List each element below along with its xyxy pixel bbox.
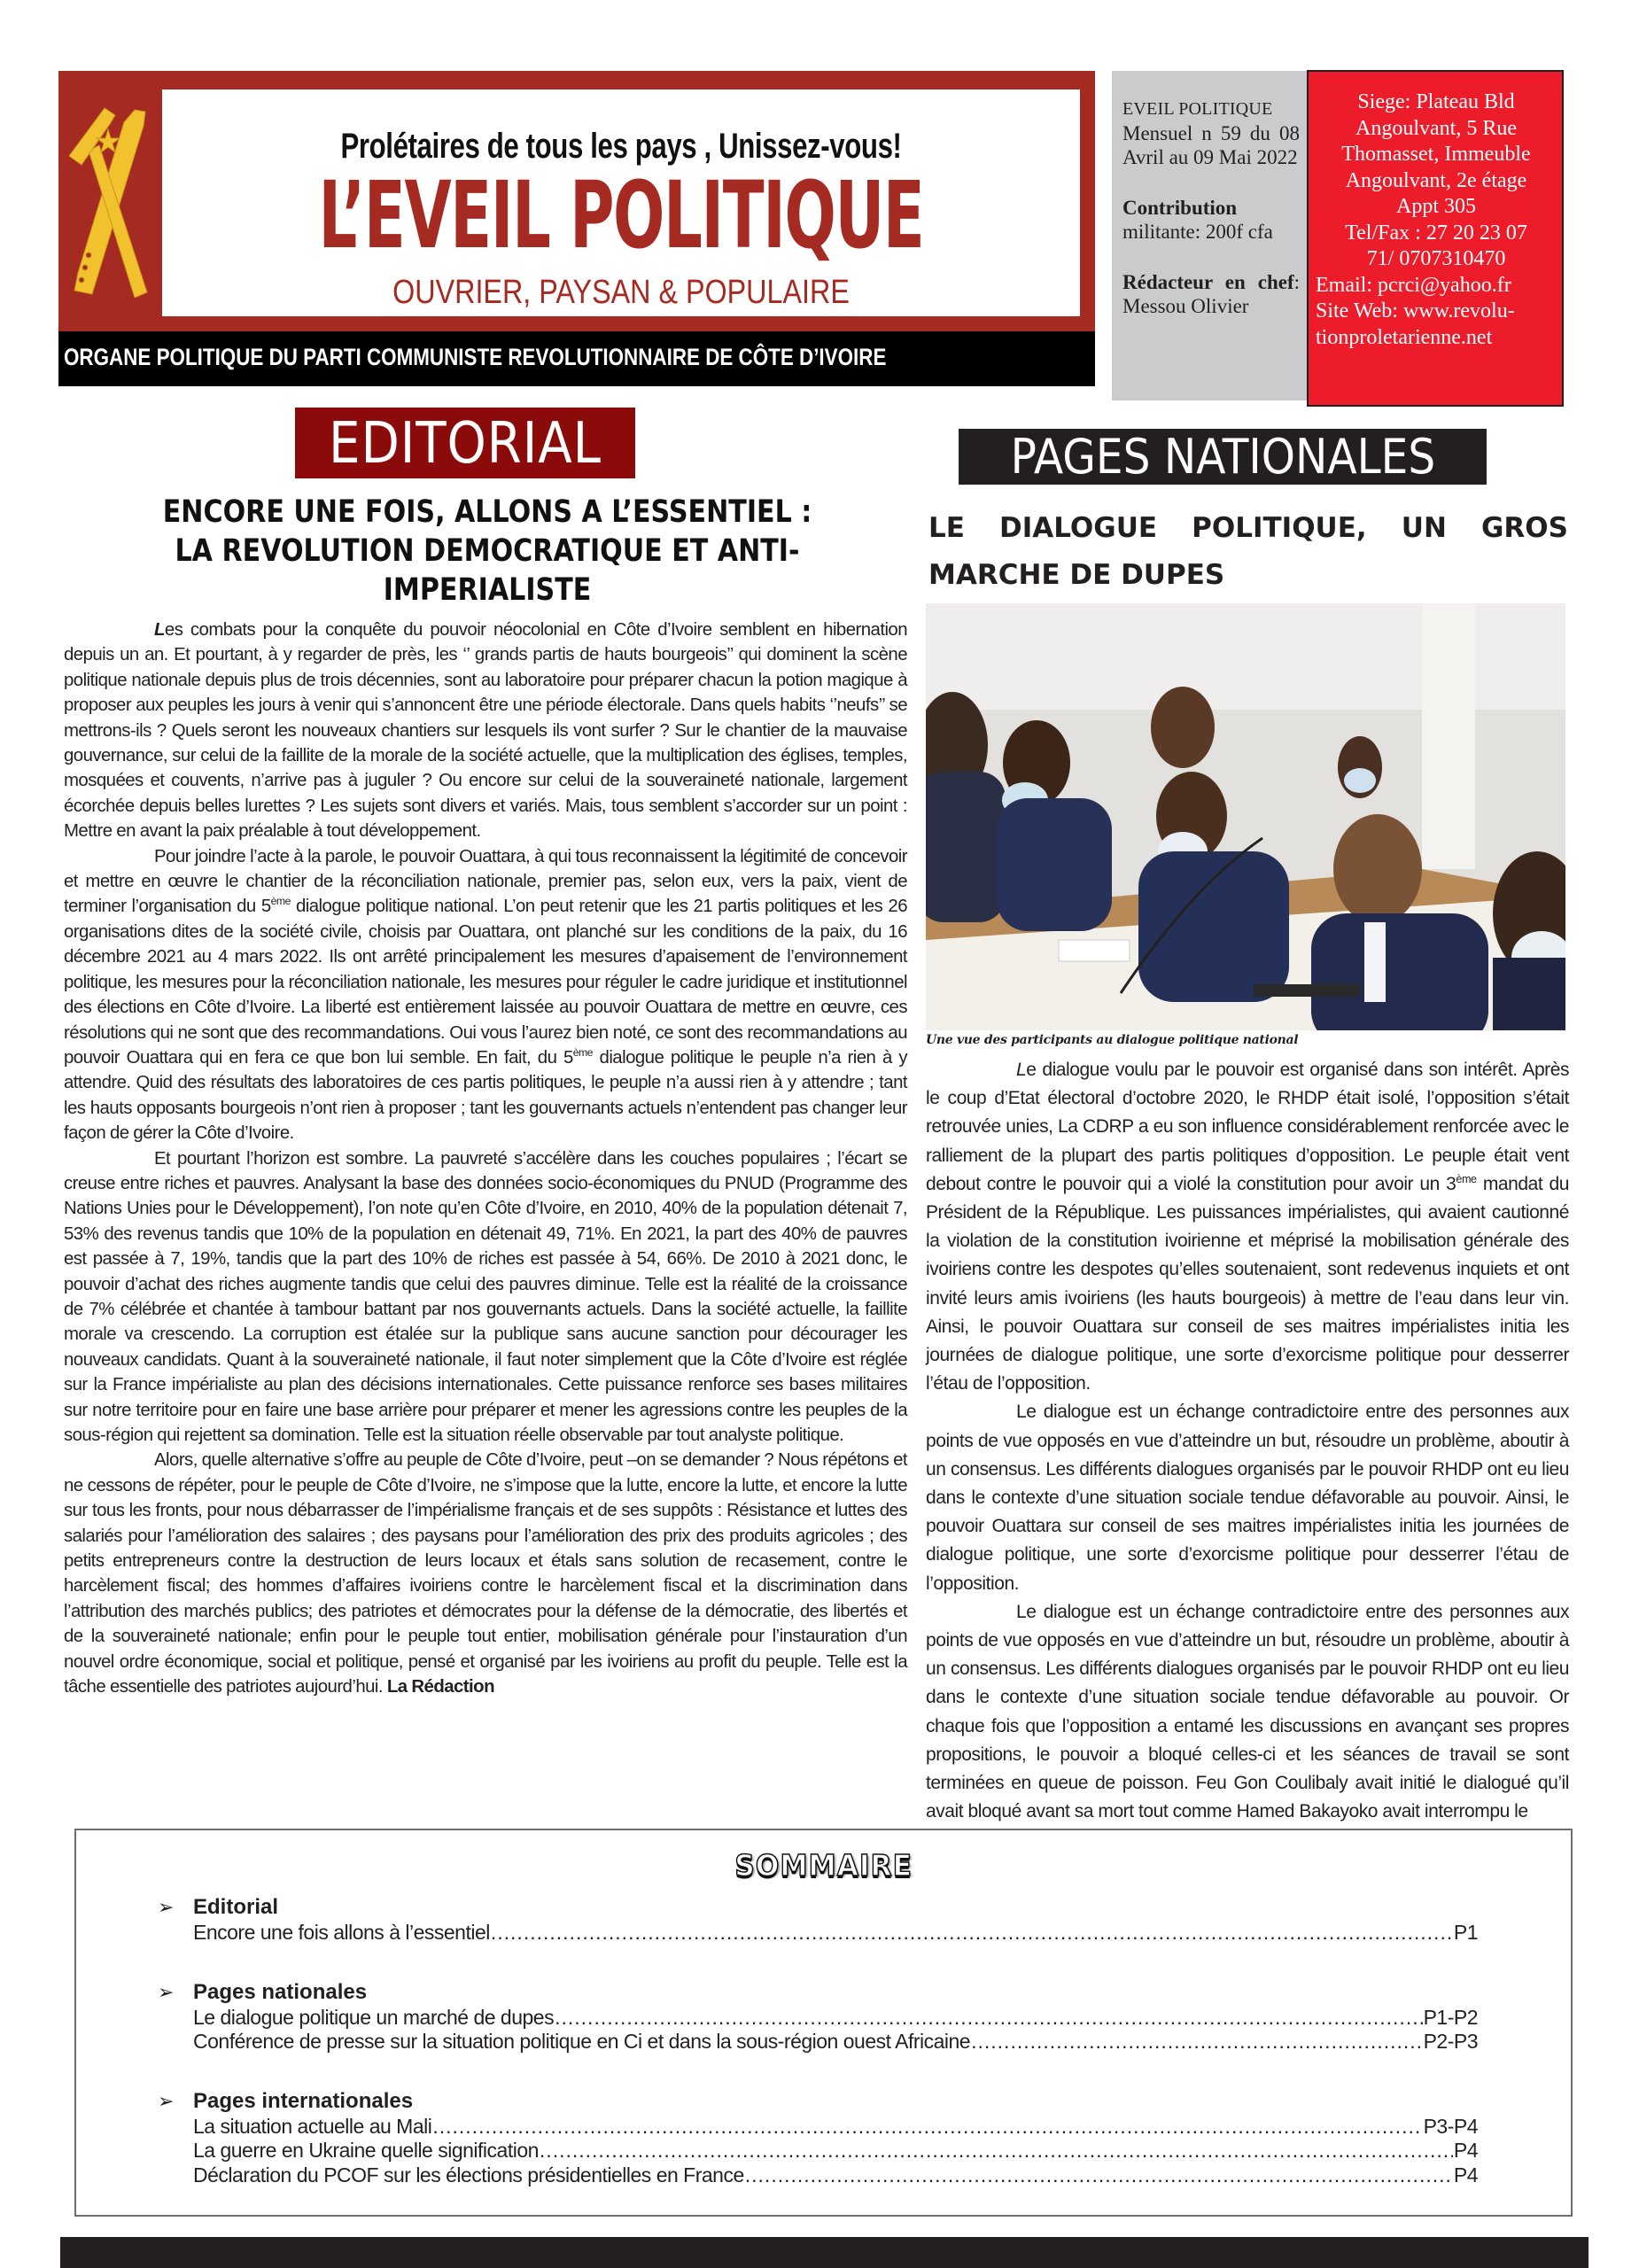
editorial-headline	[97, 493, 877, 610]
national-banner-label: PAGES NATIONALES	[1010, 429, 1435, 485]
contact-line: Thomasset, Immeuble	[1341, 143, 1531, 166]
contact-website[interactable]: tionproletarienne.net	[1316, 325, 1493, 349]
toc-entry-page: P4	[1453, 2163, 1478, 2186]
photo-caption: Une vue des participants au dialogue politique national	[926, 1033, 1299, 1047]
editor-label: Rédacteur en chef	[1122, 271, 1294, 293]
national-paragraph	[926, 1056, 1569, 1398]
dot-leader	[540, 2139, 1453, 2163]
headline-word: POLITIQUE,	[1192, 512, 1367, 544]
toc-section-heading	[158, 1979, 1478, 2006]
dot-leader	[555, 2006, 1422, 2031]
signature: La Rédaction	[386, 1677, 494, 1697]
paragraph-text: e dialogue voulu par le pouvoir est organisé dans son intérêt. Après le coup d’Etat électoral d’octobre 2020, le RHDP était isolé, l’opposition s’était retrouvée unies, La CDRP a eu son influence considérablement renforcée avec le ralliement de la plupart des partis politiques d’opposition. Le peuple était vent debout contre le pouvoir qui a violé la constitution pour avoir un 3	[926, 1060, 1569, 1194]
dialogue-participants-photo	[926, 603, 1565, 1030]
paragraph-text: dialogue politique national. L’on peut retenir que les 21 partis politiques et les 26 organisations dites de la société civile, choisis par Ouattara, ont planché sur les conditions de la paix, du 16 décembre 2021 au 4 mars 2022. Ils ont arrêté principalement les mesures d’apaisement de l’environnement politique, les mesures pour la réconciliation nationale, les mesures pour réguler le cadre juridique et institutionnel des élections en Côte d’Ivoire. La liberté est entièrement laissée au pouvoir Ouattara de mettre en œuvre, ces résolutions qui ne sont que des recommandations. Oui vous l’aurez bien noté, ce sont des recommandations au pouvoir Ouattara qui en fera ce que bon lui semble. En fait, du 5	[64, 897, 907, 1068]
organ-bar	[58, 331, 1095, 386]
paragraph-text: es combats pour la conquête du pouvoir néocolonial en Côte d’Ivoire semblent en hibernation depuis un an. Et pourtant, à y regarder de près, les ‘’ grands partis de hauts bourgeois’’ qui dominent la scène politique nationale depuis plus de trois décennies, sont au laboratoire pour préparer chacun la potion magique à proposer aux peuples les jours à venir qui s’annoncent être une période électorale. Dans quels habits ‘’neufs’’ se mettrons-ils ? Quels seront les nouveaux chantiers sur lesquels ils vont surfer ? Sur le chantier de la mauvaise gouvernance, sur celui de la faillite de la morale de la société actuelle, que la multiplication des églises, temples, mosquées et couvents, n’arrive pas à juguler ? Ou encore sur celui de la souveraineté nationale, largement écorchée depuis belles lurettes ? Les sujets sont divers et variés. Mais, tous semblent s’accorder sur un point : Mettre en avant la paix préalable à tout développement.	[64, 620, 907, 842]
toc-entry-page: P2-P3	[1423, 2030, 1478, 2053]
toc-heading-label: Pages internationales	[193, 2088, 414, 2113]
superscript: ème	[572, 1046, 593, 1060]
masthead-banner	[58, 71, 1095, 386]
contact-line: Siege: Plateau Bld	[1357, 90, 1515, 113]
drop-letter: L	[154, 620, 165, 640]
headline-word: GROS	[1480, 512, 1568, 544]
toc-entry[interactable]	[193, 1921, 1478, 1946]
editor-name: Messou Olivier	[1122, 295, 1249, 317]
national-paragraph	[926, 1598, 1569, 1827]
contact-line: Angoulvant, 2e étage	[1345, 168, 1527, 192]
dot-leader	[432, 2115, 1422, 2140]
national-pages-banner	[959, 429, 1487, 485]
toc-section-heading	[158, 1894, 1478, 1921]
toc-entry-label: Conférence de presse sur la situation politique en Ci et dans la sous-région ouest Africaine	[193, 2030, 971, 2053]
toc-entry-page: P1	[1453, 1921, 1478, 1944]
superscript: ème	[1456, 1172, 1477, 1185]
toc-section-nationales	[158, 1979, 1478, 2054]
national-article-body	[926, 1056, 1569, 1826]
contact-website[interactable]: Site Web: www.revolu-	[1316, 299, 1515, 322]
slogan: Prolétaires de tous les pays , Unissez-vous!	[340, 127, 902, 166]
paragraph-text: Alors, quelle alternative s’offre au peuple de Côte d’Ivoire, peut –on se demander ? Nous répétons et ne cessons de répéter, pour le peuple de Côte d’Ivoire, ne s’impose que la lutte, encore la lutte, et encore la lutte sur tous les fronts, pour nous débarrasser de l’impérialisme français et de ses suppôts : Résistance et luttes des salariés pour l’amélioration des salaires ; des paysans pour l’amélioration des prix des produits agricoles ; des petits entrepreneurs contre la destruction de leurs locaux et étals sans solution de recasement, contre le harcèlement fiscal; des hommes d’affaires ivoiriens contre le harcèlement fiscal et la discrimination dans l’attribution des marchés publics; des patriotes et démocrates pour la défense de la démocratie, des libertés et de la souveraineté nationale; enfin pour le peuple tout entier, mobilisation générale pour l’instauration d’un nouvel ordre économique, social et politique, pensé et organisé par les ivoiriens au profit du peuple. Telle est la tâche essentielle des patriotes aujourd’hui.	[64, 1450, 907, 1697]
toc-entry[interactable]	[193, 2139, 1478, 2163]
toc-list	[158, 1894, 1478, 2221]
issue-dates: Mensuel n 59 du 08 Avril au 09 Mai 2022	[1122, 122, 1300, 168]
info-title: EVEIL POLITIQUE	[1122, 99, 1273, 119]
toc-entry-page: P1-P2	[1423, 2005, 1478, 2029]
arrowhead-bullet-icon: ➢	[158, 1980, 175, 2003]
contribution-label: Contribution	[1122, 197, 1238, 219]
contact-line: Angoulvant, 5 Rue	[1355, 116, 1517, 140]
photo-illustration	[926, 603, 1565, 1030]
contact-email[interactable]: Email: pcrci@yahoo.fr	[1316, 273, 1511, 297]
editorial-paragraph	[64, 1146, 907, 1449]
dot-leader	[491, 1921, 1453, 1946]
headline-word: UN	[1401, 512, 1447, 544]
toc-entry-label: Encore une fois allons à l’essentiel	[193, 1921, 490, 1944]
superscript: ème	[270, 895, 291, 908]
editorial-paragraph	[64, 1448, 907, 1699]
organ-line: ORGANE POLITIQUE DU PARTI COMMUNISTE REVOLUTIONNAIRE DE CÔTE D’IVOIRE	[64, 344, 887, 370]
toc-entry-label: Le dialogue politique un marché de dupes	[193, 2005, 555, 2029]
contact-phone: Tel/Fax : 27 20 23 07	[1345, 221, 1527, 245]
contribution-value: militante: 200f cfa	[1122, 221, 1273, 243]
toc-title-text: SOMMAIRE	[734, 1848, 913, 1883]
toc-entry-label: Déclaration du PCOF sur les élections présidentielles en France	[193, 2163, 744, 2186]
toc-heading-label: Editorial	[193, 1895, 279, 1919]
hammer-machete-star-icon	[66, 90, 154, 312]
national-headline	[928, 505, 1568, 599]
paragraph-text: mandat du Président de la République. Les puissances impérialistes, qui avaient cautionné la violation de la constitution ivoirienne et méprisé la mobilisation générale des ivoiriens contre les despotes qu’elles soutenaient, sont redevenus inquiets et ont invité leurs amis ivoiriens (les hauts bourgeois) à mettre de l’eau dans leur vin. Ainsi, le pouvoir Ouattara sur conseil de ses maitres impérialistes initia les journées de dialogue politique, une sorte d’exorcisme politique pour desserrer l’étau de l’opposition.	[926, 1173, 1569, 1394]
toc-section-heading	[158, 2088, 1478, 2115]
headline-line-2: MARCHE DE DUPES	[928, 559, 1225, 591]
paragraph-text: Le dialogue est un échange contradictoire entre des personnes aux points de vue opposés en vue d’atteindre un but, résoudre un problème, aboutir à un consensus. Les différents dialogues organisés par le pouvoir RHDP ont eu lieu dans le contexte d’une situation sociale tendue défavorable au pouvoir. Ainsi, le pouvoir Ouattara sur conseil de ses maitres impérialistes initia les journées de dialogue politique, une sorte d’exorcisme politique pour desserrer l’étau de l’opposition.	[926, 1402, 1569, 1594]
arrowhead-bullet-icon: ➢	[158, 2089, 175, 2112]
paragraph-text: dialogue politique le peuple n’a rien à y attendre. Quid des résultats des laboratoires de ces partis politiques, le peuple n’a aussi rien à y attendre ; tant les hauts opposants bourgeois n’ont rien à proposer ; tant les gouvernants actuels n’entendent pas changer leur façon de gérer la Côte d’Ivoire.	[64, 1047, 907, 1144]
paragraph-text: Le dialogue est un échange contradictoire entre des personnes aux points de vue opposés en vue d’atteindre un but, résoudre un problème, aboutir à un consensus. Les différents dialogues organisés par le pouvoir RHDP ont eu lieu dans le contexte d’une situation sociale tendue défavorable au pouvoir. Or chaque fois que l’opposition a entamé les discussions en avançant ses propres propositions, le pouvoir a bloqué celles-ci et les séances de travail se sont terminées en queue de poisson. Feu Gon Coulibaly avait initié le dialogué qu’il avait bloqué avant sa mort tout comme Hamed Bakayoko avait interrompu le	[926, 1601, 1569, 1822]
headline-word: LE	[928, 512, 965, 544]
arrowhead-bullet-icon: ➢	[158, 1896, 175, 1918]
national-paragraph	[926, 1398, 1569, 1597]
editorial-paragraph	[64, 617, 907, 844]
editorial-banner-label: EDITORIAL	[329, 411, 602, 477]
headline-word: DIALOGUE	[999, 512, 1158, 544]
toc-section-internationales	[158, 2088, 1478, 2188]
contact-box	[1307, 70, 1564, 407]
masthead-title-panel	[162, 89, 1080, 316]
editorial-banner	[295, 408, 635, 478]
toc-heading-label: Pages nationales	[193, 1979, 368, 2004]
toc-entry-label: La situation actuelle au Mali	[193, 2114, 432, 2138]
editorial-body	[64, 617, 907, 1699]
newspaper-title: L’EVEIL POLITIQUE	[318, 161, 924, 269]
dot-leader	[971, 2030, 1422, 2054]
toc-entry[interactable]	[193, 2115, 1478, 2140]
toc-title	[76, 1848, 1571, 1883]
toc-entry[interactable]	[193, 2030, 1478, 2054]
editorial-paragraph	[64, 844, 907, 1146]
toc-entry[interactable]	[193, 2006, 1478, 2031]
paragraph-text: Et pourtant l’horizon est sombre. La pauvreté s’accélère dans les couches populaires ; l’écart se creuse entre riches et pauvres. Analysant la base des données socio-économiques du PNUD (Programme des Nations Unies pour le Développement), l’on note qu’en Côte d’Ivoire, en 2010, 40% de la population détenait 7, 53% des revenus tandis que 10% de la population en détenait 49, 71%. En 2021, la part des 40% de pauvres est passée à 7, 19%, tandis que la part des 10% de riches est passée à 54, 66%. De 2010 à 2021 donc, le pouvoir d’achat des riches augmente tandis que celui des pauvres diminue. Telle est la réalité de la croissance de 7% célébrée et chantée à tambour battant par nos gouvernants actuels. Dans la société actuelle, la faillite morale va crescendo. La corruption est étalée sur la publique sans aucune sanction pour décourager les nouveaux candidats. Quant à la souveraineté nationale, il faut noter simplement que la Côte d’Ivoire est réglée sur la France impérialiste au plan des décisions internationales. Cette puissance renforce ses bases militaires sur notre territoire pour en faire une base arrière pour préparer et mener les agressions contre les peuples de la sous-région qui rejettent sa domination. Telle est la situation réelle observable par tout analyste politique.	[64, 1148, 907, 1445]
toc-entry-label: La guerre en Ukraine quelle signification	[193, 2139, 539, 2162]
table-of-contents	[74, 1829, 1573, 2217]
contact-line: Appt 305	[1396, 195, 1476, 218]
editorial-headline-text: ENCORE UNE FOIS, ALLONS A L’ESSENTIEL : LA REVOLUTION DEMOCRATIQUE ET ANTI-IMPERIALISTE	[162, 494, 812, 608]
dot-leader	[745, 2163, 1453, 2188]
contact-phone: 71/ 0707310470	[1366, 247, 1506, 270]
toc-entry[interactable]	[193, 2163, 1478, 2188]
toc-section-editorial	[158, 1894, 1478, 1946]
toc-entry-page: P3-P4	[1423, 2114, 1478, 2138]
drop-letter: L	[1016, 1060, 1027, 1080]
newspaper-subtitle: OUVRIER, PAYSAN & POPULAIRE	[392, 274, 850, 311]
footer-bar	[60, 2237, 1589, 2268]
paragraph-text: Pour joindre l’acte à la parole, le pouvoir Ouattara, à qui tous reconnaissent la légitimité de concevoir et mettre en œuvre le chantier de la réconciliation nationale, premier pas, selon eux, vers la paix, vient de terminer l’organisation du 5	[64, 846, 907, 917]
issue-info-box: EVEIL POLITIQUE Mensuel n 59 du 08 Avril au 09 Mai 2022 Contribution militante: 200f cfa Rédacteur en chef: Messou Olivier	[1112, 71, 1307, 400]
toc-entry-page: P4	[1453, 2139, 1478, 2162]
